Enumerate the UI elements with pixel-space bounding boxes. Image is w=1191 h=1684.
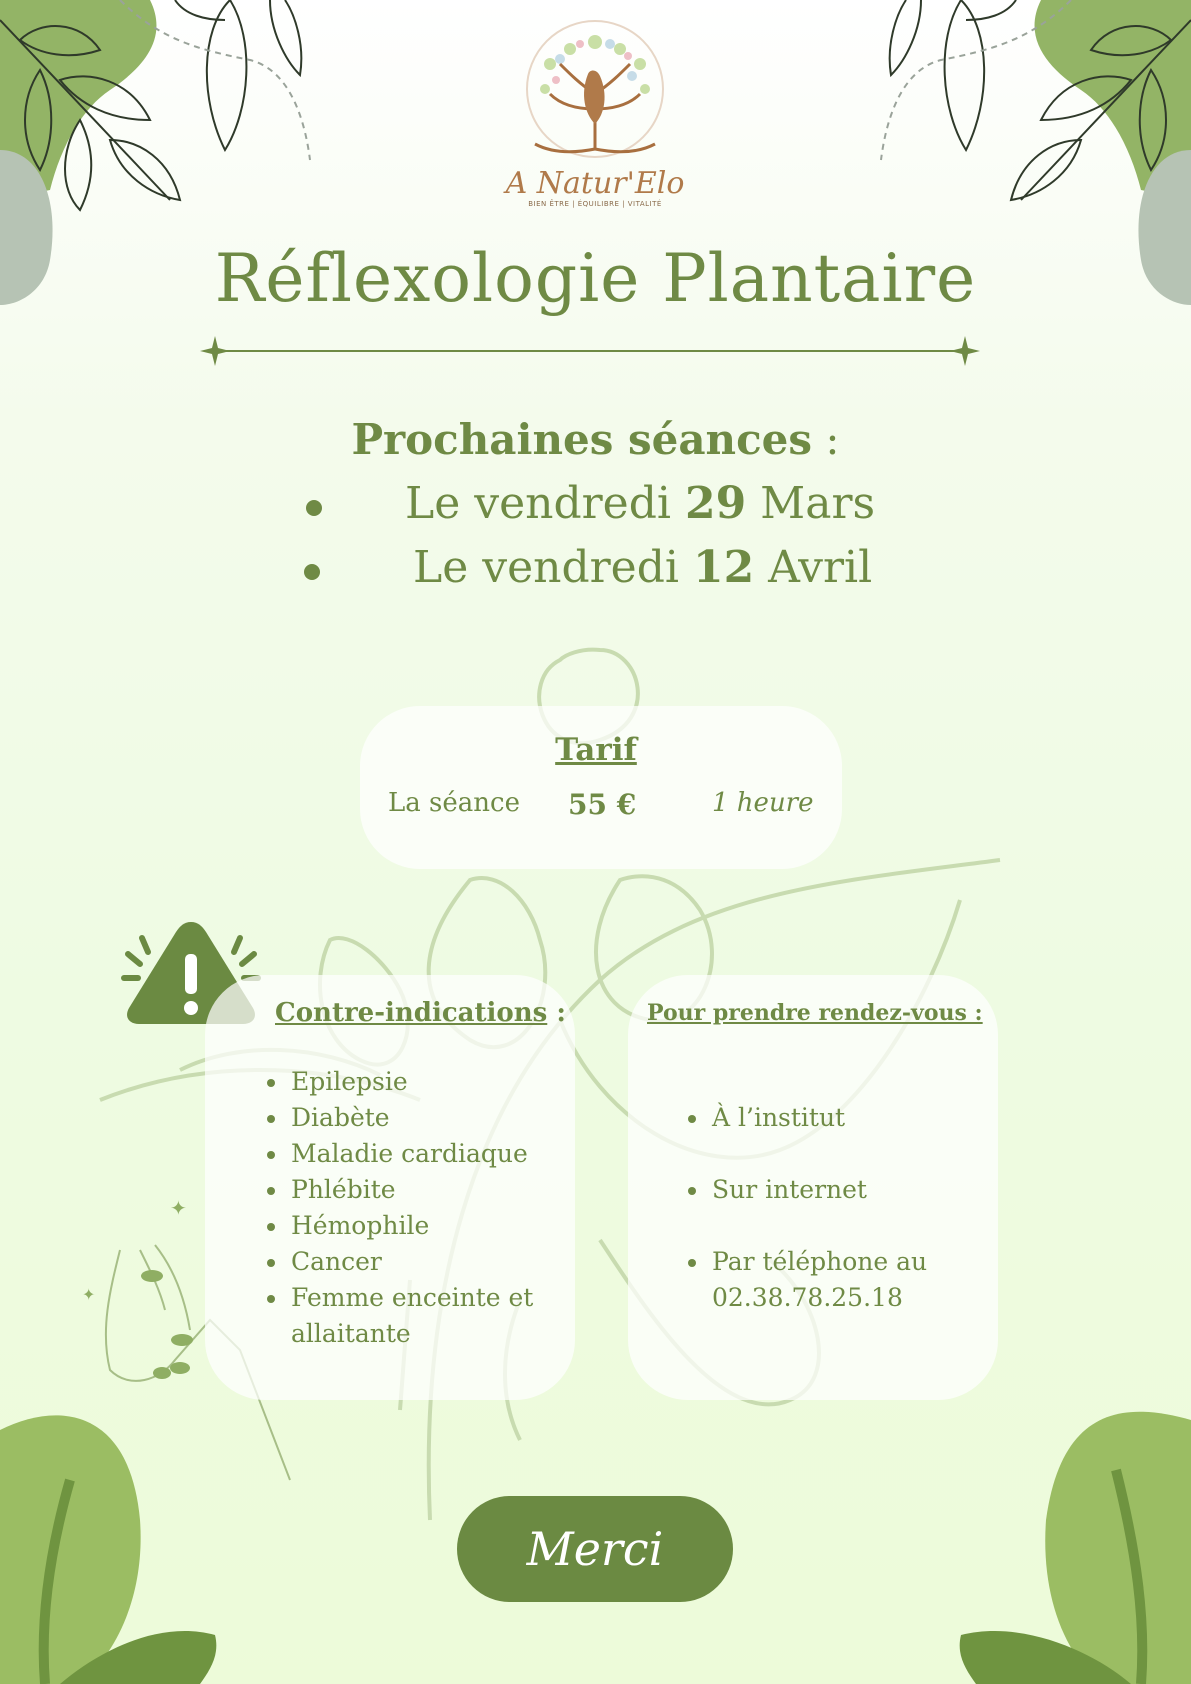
tree-of-life-icon bbox=[500, 14, 690, 164]
contraindications-colon: : bbox=[547, 998, 566, 1028]
leaf-decoration-bottom-left bbox=[0, 1400, 240, 1684]
session-bullet bbox=[304, 564, 320, 580]
session-date-prefix: Le vendredi bbox=[405, 478, 685, 529]
page-title: Réflexologie Plantaire bbox=[214, 240, 977, 317]
session-date-day: 12 bbox=[692, 542, 755, 593]
brand-tagline: BIEN ÊTRE | ÉQUILIBRE | VITALITÉ bbox=[528, 200, 662, 208]
list-item: À l’institut bbox=[682, 1100, 982, 1136]
contraindications-list bbox=[261, 1064, 561, 1352]
session-date-month: Mars bbox=[746, 478, 876, 529]
svg-text:✦: ✦ bbox=[170, 1196, 187, 1220]
list-item: Phlébite bbox=[261, 1172, 561, 1208]
tarif-price: 55 € bbox=[568, 788, 637, 821]
title-divider bbox=[195, 334, 985, 368]
list-item: Hémophile bbox=[261, 1208, 561, 1244]
session-bullet bbox=[306, 500, 322, 516]
tarif-duration: 1 heure bbox=[712, 788, 814, 818]
booking-title: Pour prendre rendez-vous : bbox=[647, 1000, 983, 1026]
session-date-prefix: Le vendredi bbox=[413, 542, 693, 593]
list-item: Diabète bbox=[261, 1100, 561, 1136]
contraindications-title-wrap bbox=[275, 998, 566, 1028]
merci-button[interactable] bbox=[457, 1496, 733, 1602]
brand-name: A Natur'Elo bbox=[505, 166, 685, 201]
session-date-2 bbox=[413, 542, 872, 593]
booking-list bbox=[682, 1100, 982, 1316]
sessions-heading bbox=[0, 415, 1191, 464]
tarif-label: La séance bbox=[388, 788, 520, 818]
session-date-1 bbox=[405, 478, 875, 529]
session-date-day: 29 bbox=[684, 478, 747, 529]
list-item: Epilepsie bbox=[261, 1064, 561, 1100]
list-item: Cancer bbox=[261, 1244, 561, 1280]
svg-text:✦: ✦ bbox=[82, 1285, 96, 1304]
contraindications-title: Contre-indications bbox=[275, 998, 548, 1028]
list-item: Femme enceinte et allaitante bbox=[261, 1280, 536, 1352]
list-item: Maladie cardiaque bbox=[261, 1136, 561, 1172]
tarif-title: Tarif bbox=[555, 732, 637, 768]
session-date-month: Avril bbox=[754, 542, 873, 593]
leaf-decoration-bottom-right bbox=[941, 1400, 1191, 1684]
list-item: Sur internet bbox=[682, 1172, 982, 1208]
merci-label: Merci bbox=[526, 1522, 664, 1576]
sessions-heading-colon: : bbox=[812, 415, 840, 464]
brand-logo bbox=[500, 14, 690, 214]
list-item: Par téléphone au 02.38.78.25.18 bbox=[682, 1244, 942, 1316]
sessions-heading-text: Prochaines séances bbox=[351, 415, 813, 464]
